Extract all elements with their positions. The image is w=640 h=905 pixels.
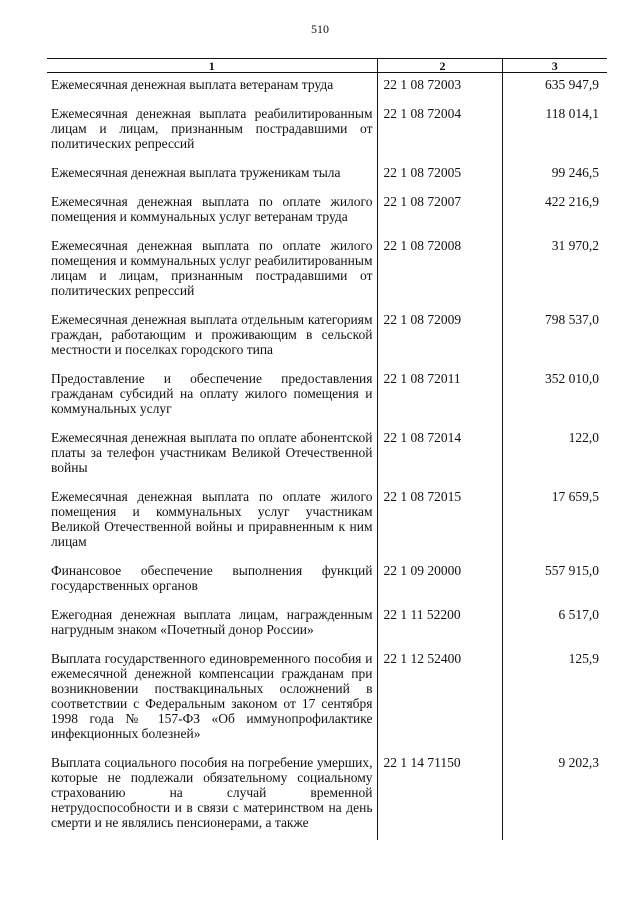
expense-name: Ежемесячная денежная выплата труженикам тыла bbox=[51, 165, 341, 180]
expense-name: Выплата социального пособия на погребение умерших, которые не подлежали обязательному социальному страхованию на случай временной нетрудоспособности и в связи с материнством на день смерти и не являлись пенсионерами, а также bbox=[51, 755, 373, 830]
expense-name: Выплата государственного единовременного пособия и ежемесячной денежной компенсации гражданам при возникновении поствакцинальных осложнений в соответствии с Федеральным законом от 17 сентября 1998 года № 157-ФЗ «Об иммунопрофилактике инфекционных болезней» bbox=[51, 651, 373, 741]
amount: 352 010,0 bbox=[545, 371, 599, 386]
amount: 118 014,1 bbox=[545, 106, 599, 121]
amount: 798 537,0 bbox=[545, 312, 599, 327]
amount: 9 202,3 bbox=[558, 755, 599, 770]
amount: 635 947,9 bbox=[545, 77, 599, 92]
column-header-3: 3 bbox=[502, 59, 607, 73]
table-row bbox=[47, 426, 607, 485]
budget-code: 22 1 08 72003 bbox=[377, 73, 502, 103]
table-row bbox=[47, 161, 607, 190]
table-row bbox=[47, 751, 607, 840]
column-header-2: 2 bbox=[377, 59, 502, 73]
budget-code: 22 1 08 72008 bbox=[377, 234, 502, 308]
budget-table bbox=[47, 58, 607, 840]
budget-code: 22 1 12 52400 bbox=[377, 647, 502, 751]
budget-code: 22 1 08 72015 bbox=[377, 485, 502, 559]
table-header bbox=[47, 59, 607, 73]
table-body bbox=[47, 73, 607, 841]
budget-code: 22 1 09 20000 bbox=[377, 559, 502, 603]
expense-name: Ежемесячная денежная выплата реабилитированным лицам и лицам, признанным пострадавшими от политических репрессий bbox=[51, 106, 373, 151]
expense-name: Ежемесячная денежная выплата по оплате жилого помещения и коммунальных услуг участникам Великой Отечественной войны и приравненным к ним лицам bbox=[51, 489, 373, 549]
expense-name: Ежемесячная денежная выплата по оплате абонентской платы за телефон участникам Великой Отечественной войны bbox=[51, 430, 373, 475]
expense-name: Ежегодная денежная выплата лицам, награжденным нагрудным знаком «Почетный донор России» bbox=[51, 607, 373, 637]
budget-code: 22 1 08 72009 bbox=[377, 308, 502, 367]
budget-code: 22 1 08 72005 bbox=[377, 161, 502, 190]
budget-code: 22 1 08 72011 bbox=[377, 367, 502, 426]
amount: 122,0 bbox=[568, 430, 599, 445]
table-row bbox=[47, 485, 607, 559]
column-header-1: 1 bbox=[47, 59, 377, 73]
budget-code: 22 1 11 52200 bbox=[377, 603, 502, 647]
budget-code: 22 1 08 72007 bbox=[377, 190, 502, 234]
budget-code: 22 1 14 71150 bbox=[377, 751, 502, 840]
table-row bbox=[47, 603, 607, 647]
amount: 557 915,0 bbox=[545, 563, 599, 578]
table-row bbox=[47, 102, 607, 161]
amount: 17 659,5 bbox=[551, 489, 599, 504]
expense-name: Ежемесячная денежная выплата отдельным категориям граждан, работающим и проживающим в сельской местности и поселках городского типа bbox=[51, 312, 373, 357]
page-number: 510 bbox=[311, 22, 329, 36]
expense-name: Финансовое обеспечение выполнения функций государственных органов bbox=[51, 563, 373, 593]
amount: 31 970,2 bbox=[551, 238, 599, 253]
table-row bbox=[47, 234, 607, 308]
table-row bbox=[47, 367, 607, 426]
table-row bbox=[47, 647, 607, 751]
amount: 6 517,0 bbox=[558, 607, 599, 622]
table-row bbox=[47, 73, 607, 103]
amount: 125,9 bbox=[568, 651, 599, 666]
header-row bbox=[47, 59, 607, 73]
budget-code: 22 1 08 72014 bbox=[377, 426, 502, 485]
expense-name: Ежемесячная денежная выплата по оплате жилого помещения и коммунальных услуг реабилитированным лицам и лицам, признанным пострадавшими от политических репрессий bbox=[51, 238, 373, 298]
amount: 99 246,5 bbox=[551, 165, 599, 180]
table-row bbox=[47, 190, 607, 234]
expense-name: Ежемесячная денежная выплата ветеранам труда bbox=[51, 77, 334, 92]
budget-code: 22 1 08 72004 bbox=[377, 102, 502, 161]
table-row bbox=[47, 308, 607, 367]
expense-name: Предоставление и обеспечение предоставления гражданам субсидий на оплату жилого помещения и коммунальных услуг bbox=[51, 371, 373, 416]
amount: 422 216,9 bbox=[545, 194, 599, 209]
expense-name: Ежемесячная денежная выплата по оплате жилого помещения и коммунальных услуг ветеранам труда bbox=[51, 194, 373, 224]
table-row bbox=[47, 559, 607, 603]
